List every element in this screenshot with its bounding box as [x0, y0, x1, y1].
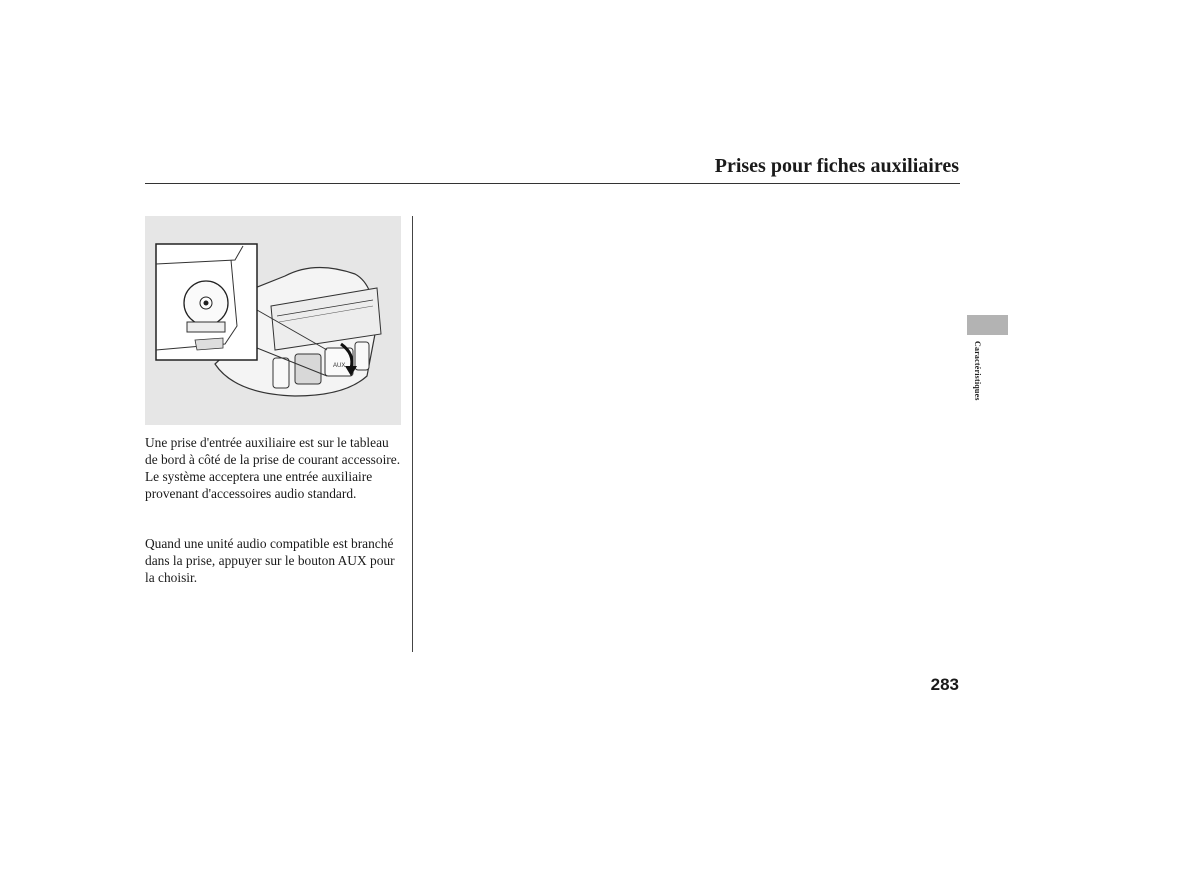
- aux-jack-illustration: [145, 216, 401, 425]
- inset-socket-base: [187, 322, 225, 332]
- section-label: Caractéristiques: [973, 341, 982, 401]
- inset-grip: [195, 338, 223, 350]
- dashboard-drawing: [145, 216, 401, 425]
- section-tab: [967, 315, 1008, 335]
- accessory-socket: [295, 354, 321, 384]
- column-divider: [412, 216, 413, 652]
- paragraph-aux-usage: Quand une unité audio compatible est branché dans la prise, appuyer sur le bouton AUX pour la choisir.: [145, 536, 395, 585]
- right-button: [355, 342, 369, 370]
- left-knob-button: [273, 358, 289, 388]
- title-rule: [145, 183, 960, 184]
- aux-jack-pin: [204, 301, 209, 306]
- aux-label: AUX: [333, 363, 346, 369]
- page-title: Prises pour fiches auxiliaires: [714, 155, 959, 177]
- page-number: 283: [930, 675, 959, 694]
- paragraph-aux-location: Une prise d'entrée auxiliaire est sur le tableau de bord à côté de la prise de courant accessoire. Le système acceptera une entrée auxiliaire provenant d'accessoires audio standard.: [145, 435, 401, 501]
